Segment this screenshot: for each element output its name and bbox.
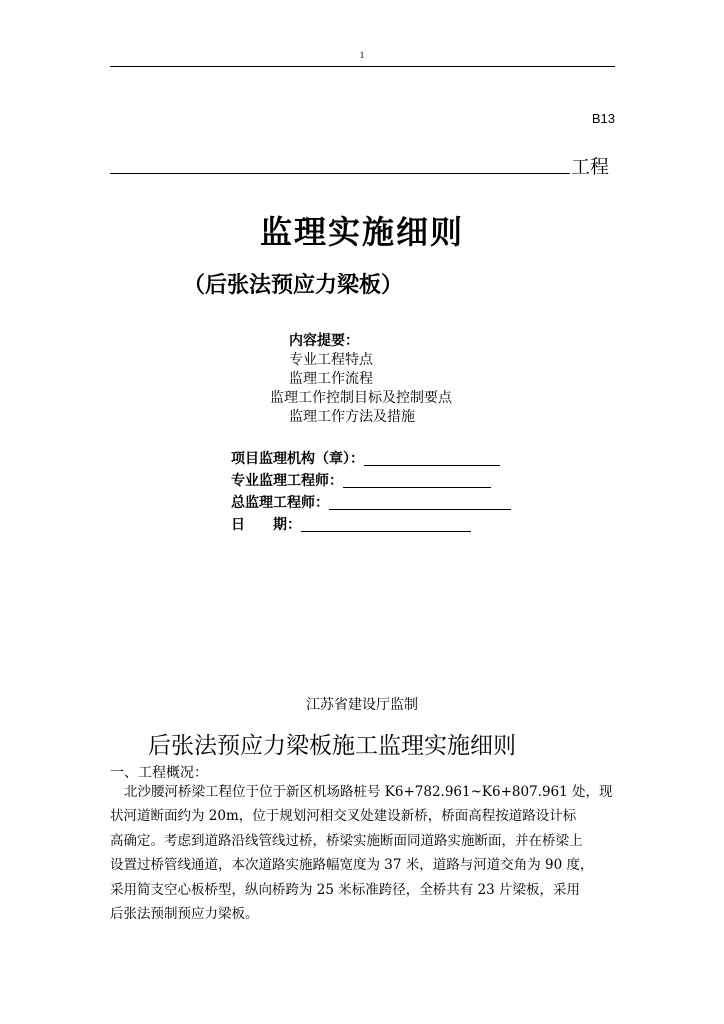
section-title: 一、工程概况： [110, 765, 208, 781]
paragraph-line: 后张法预制预应力梁板。 [110, 906, 259, 923]
document-code: B13 [591, 111, 615, 126]
signature-blank [343, 473, 491, 488]
paragraph-line: 设置过桥管线通道，本次道路实施路幅宽度为 37 米，道路与河道交角为 90 度， [110, 857, 594, 874]
contents-item: 监理工作方法及措施 [289, 409, 415, 425]
paragraph-line: 状河道断面约为 20m，位于规划河相交叉处建设新桥，桥面高程按道路设计标 [110, 808, 577, 825]
signature-row-date [231, 514, 511, 536]
signature-blank [301, 517, 471, 532]
issuer-line: 江苏省建设厅监制 [306, 697, 418, 713]
project-name-blank [110, 173, 570, 174]
contents-item: 监理工作控制目标及控制要点 [270, 390, 452, 406]
main-title: 监理实施细则 [259, 213, 464, 251]
signature-label: 总监理工程师： [231, 495, 329, 511]
signature-label: 日 期： [231, 517, 301, 533]
signature-row-engineer [231, 470, 511, 492]
header-rule [110, 66, 615, 67]
project-suffix: 工程 [571, 156, 610, 178]
signature-label: 专业监理工程师： [231, 473, 343, 489]
document-heading: 后张法预应力梁板施工监理实施细则 [148, 733, 516, 759]
signature-blank [364, 451, 500, 466]
contents-summary [270, 332, 452, 427]
contents-item: 专业工程特点 [289, 352, 373, 368]
paragraph-line: 高确定。考虑到道路沿线管线过桥，桥梁实施断面同道路实施断面，并在桥梁上 [110, 832, 583, 849]
paragraph-line: 北沙腰河桥梁工程位于位于新区机场路桩号 K6+782.961~K6+807.961 处，现 [124, 784, 613, 800]
signature-row-chief [231, 492, 511, 514]
signature-blank [329, 495, 511, 510]
sub-title: （后张法预应力梁板） [183, 273, 404, 298]
signature-block [231, 448, 511, 536]
overview-paragraph [110, 780, 615, 926]
contents-heading: 内容提要： [289, 333, 359, 349]
contents-item: 监理工作流程 [289, 371, 373, 387]
page-number: 1 [359, 50, 365, 60]
signature-row-org [231, 448, 511, 470]
signature-label: 项目监理机构（章）： [231, 451, 364, 467]
paragraph-line: 采用简支空心板桥型，纵向桥跨为 25 米标准跨径，全桥共有 23 片梁板，采用 [110, 881, 581, 898]
